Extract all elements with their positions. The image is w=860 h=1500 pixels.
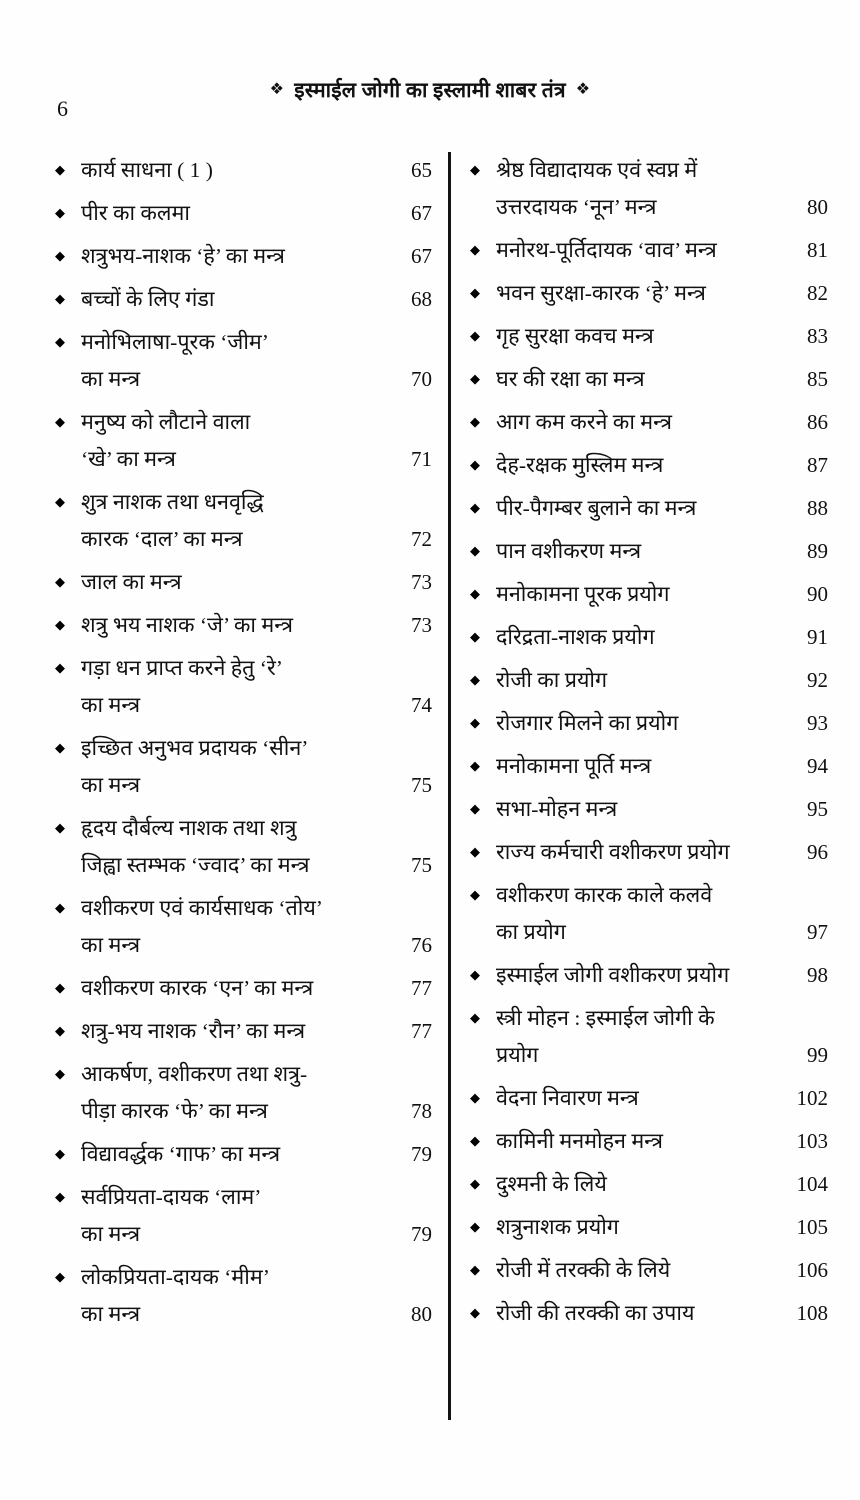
toc-entry-line xyxy=(81,152,432,189)
toc-entry-title: वेदना निवारण मन्त्र xyxy=(496,1086,639,1110)
toc-entry-line xyxy=(81,1296,432,1333)
toc-entry-page-number: 67 xyxy=(411,244,432,268)
toc-entry[interactable] xyxy=(55,1136,432,1173)
toc-entry-title: राज्य कर्मचारी वशीकरण प्रयोग xyxy=(496,840,730,864)
toc-entry-body xyxy=(496,1252,828,1289)
diamond-bullet-icon: ◆ xyxy=(55,206,65,221)
toc-entry-page-number: 108 xyxy=(796,1301,828,1325)
toc-entry-title: पान वशीकरण मन्त्र xyxy=(496,539,642,563)
toc-entry-title: मनोभिलाषा-पूरक ‘जीम’ xyxy=(81,330,269,354)
toc-entry-title: श्रेष्ठ विद्यादायक एवं स्वप्न में xyxy=(496,158,698,182)
toc-entry-page-number: 98 xyxy=(807,963,828,987)
toc-entry[interactable] xyxy=(55,1179,432,1253)
toc-entry-title: का मन्त्र xyxy=(81,367,141,391)
toc-entry-line xyxy=(496,619,828,656)
toc-entry-title: रोजी का प्रयोग xyxy=(496,668,608,692)
toc-entry-title: घर की रक्षा का मन्त्र xyxy=(496,367,645,391)
toc-entry[interactable] xyxy=(470,1252,828,1289)
toc-entry-line xyxy=(496,361,828,398)
diamond-bullet-icon: ◆ xyxy=(55,618,65,633)
toc-entry[interactable] xyxy=(55,152,432,189)
toc-entry-title: इच्छित अनुभव प्रदायक ‘सीन’ xyxy=(81,736,309,760)
diamond-bullet-icon: ◆ xyxy=(55,1270,65,1285)
toc-entry-body xyxy=(496,748,828,785)
toc-entry-body xyxy=(81,1179,432,1253)
toc-entry-page-number: 82 xyxy=(807,281,828,305)
diamond-bullet-icon: ◆ xyxy=(470,673,480,688)
diamond-bullet-icon: ◆ xyxy=(55,163,65,178)
toc-entry-title: पीर का कलमा xyxy=(81,201,190,225)
toc-entry-line xyxy=(81,1136,432,1173)
toc-entry-body xyxy=(496,1209,828,1246)
toc-entry-page-number: 92 xyxy=(807,668,828,692)
diamond-bullet-icon: ◆ xyxy=(55,1147,65,1162)
toc-entry-title: रोजी में तरक्की के लिये xyxy=(496,1258,671,1282)
toc-entry-page-number: 103 xyxy=(796,1129,828,1153)
toc-entry-line xyxy=(81,1259,432,1296)
toc-entry[interactable] xyxy=(470,533,828,570)
toc-entry-line xyxy=(496,232,828,269)
toc-entry-line xyxy=(496,662,828,699)
diamond-bullet-icon: ◆ xyxy=(470,968,480,983)
toc-entry-title: वशीकरण कारक ‘एन’ का मन्त्र xyxy=(81,976,314,1000)
ornament-right-icon: ❖ xyxy=(575,79,591,98)
toc-entry[interactable] xyxy=(470,834,828,871)
diamond-bullet-icon: ◆ xyxy=(470,802,480,817)
toc-entry-line xyxy=(81,970,432,1007)
toc-entry-title: वशीकरण एवं कार्यसाधक ‘तोय’ xyxy=(81,896,323,920)
toc-entry-page-number: 97 xyxy=(807,920,828,944)
toc-entry[interactable] xyxy=(55,650,432,724)
toc-entry-page-number: 73 xyxy=(411,570,432,594)
toc-entry-line xyxy=(496,447,828,484)
diamond-bullet-icon: ◆ xyxy=(55,249,65,264)
toc-entry[interactable] xyxy=(470,576,828,613)
toc-entry-line xyxy=(496,914,828,951)
toc-entry-title: जाल का मन्त्र xyxy=(81,570,182,594)
diamond-bullet-icon: ◆ xyxy=(470,544,480,559)
toc-entry-body xyxy=(496,576,828,613)
toc-entry-title: गृह सुरक्षा कवच मन्त्र xyxy=(496,324,654,348)
toc-entry-body xyxy=(81,607,432,644)
toc-entry-title: शत्रु भय नाशक ‘जे’ का मन्त्र xyxy=(81,613,294,637)
toc-entry-page-number: 81 xyxy=(807,238,828,262)
diamond-bullet-icon: ◆ xyxy=(470,1306,480,1321)
toc-entry[interactable] xyxy=(470,404,828,441)
toc-entry-line xyxy=(81,195,432,232)
diamond-bullet-icon: ◆ xyxy=(470,1263,480,1278)
toc-entry-title: सर्वप्रियता-दायक ‘लाम’ xyxy=(81,1185,262,1209)
toc-entry-line xyxy=(496,318,828,355)
toc-entry-line xyxy=(81,847,432,884)
diamond-bullet-icon: ◆ xyxy=(470,888,480,903)
toc-entry[interactable] xyxy=(470,662,828,699)
toc-entry[interactable] xyxy=(55,1056,432,1130)
toc-entry[interactable] xyxy=(55,324,432,398)
toc-entry-line xyxy=(496,576,828,613)
toc-entry[interactable] xyxy=(470,1166,828,1203)
toc-entry[interactable] xyxy=(470,705,828,742)
toc-entry-title: शत्रुभय-नाशक ‘हे’ का मन्त्र xyxy=(81,244,285,268)
toc-entry-title: गड़ा धन प्राप्त करने हेतु ‘रे’ xyxy=(81,656,283,680)
toc-entry-line xyxy=(496,1252,828,1289)
toc-entry-title: पीर-पैगम्बर बुलाने का मन्त्र xyxy=(496,496,697,520)
toc-entry[interactable] xyxy=(470,1000,828,1074)
toc-entry-body xyxy=(81,730,432,804)
diamond-bullet-icon: ◆ xyxy=(470,1091,480,1106)
toc-entry-page-number: 75 xyxy=(411,773,432,797)
toc-entry-page-number: 71 xyxy=(411,447,432,471)
toc-entry-line xyxy=(81,521,432,558)
toc-entry-body xyxy=(496,318,828,355)
toc-entry-title: हृदय दौर्बल्य नाशक तथा शत्रु xyxy=(81,816,297,840)
diamond-bullet-icon: ◆ xyxy=(470,1177,480,1192)
toc-entry-body xyxy=(81,238,432,275)
toc-entry-body xyxy=(81,404,432,478)
toc-entry-body xyxy=(496,404,828,441)
toc-entry-title: मनोकामना पूर्ति मन्त्र xyxy=(496,754,652,778)
toc-entry-page-number: 80 xyxy=(807,195,828,219)
toc-entry-title: रोजगार मिलने का प्रयोग xyxy=(496,711,679,735)
toc-entry[interactable] xyxy=(55,730,432,804)
toc-entry-body xyxy=(81,890,432,964)
diamond-bullet-icon: ◆ xyxy=(470,501,480,516)
toc-entry-title: शत्रुनाशक प्रयोग xyxy=(496,1215,619,1239)
diamond-bullet-icon: ◆ xyxy=(55,1190,65,1205)
toc-entry-line xyxy=(81,1216,432,1253)
ornament-left-icon: ❖ xyxy=(269,79,285,98)
toc-entry-title: मनोकामना पूरक प्रयोग xyxy=(496,582,670,606)
toc-entry-page-number: 104 xyxy=(796,1172,828,1196)
toc-entry-title: उत्तरदायक ‘नून’ मन्त्र xyxy=(496,195,657,219)
toc-entry-body xyxy=(496,877,828,951)
toc-entry-body xyxy=(496,232,828,269)
toc-entry[interactable] xyxy=(470,275,828,312)
toc-entry-page-number: 105 xyxy=(796,1215,828,1239)
diamond-bullet-icon: ◆ xyxy=(470,587,480,602)
toc-entry-line xyxy=(496,877,828,914)
toc-entry-body xyxy=(81,1136,432,1173)
toc-entry-title: आग कम करने का मन्त्र xyxy=(496,410,672,434)
diamond-bullet-icon: ◆ xyxy=(55,741,65,756)
toc-entry-body xyxy=(81,1056,432,1130)
toc-entry-body xyxy=(496,791,828,828)
toc-entry-page-number: 85 xyxy=(807,367,828,391)
toc-entry-title: देह-रक्षक मुस्लिम मन्त्र xyxy=(496,453,664,477)
toc-entry-line xyxy=(496,490,828,527)
toc-entry-title: रोजी की तरक्की का उपाय xyxy=(496,1301,695,1325)
diamond-bullet-icon: ◆ xyxy=(470,286,480,301)
toc-entry[interactable] xyxy=(55,890,432,964)
toc-entry[interactable] xyxy=(470,1123,828,1160)
toc-entry-title: का मन्त्र xyxy=(81,1222,141,1246)
toc-entry[interactable] xyxy=(470,619,828,656)
toc-entry-line xyxy=(496,189,828,226)
toc-entry-page-number: 83 xyxy=(807,324,828,348)
toc-entry[interactable] xyxy=(470,1080,828,1117)
toc-entry-body xyxy=(81,152,432,189)
toc-entry-body xyxy=(496,1295,828,1332)
toc-entry-title: जिह्वा स्तम्भक ‘ज्वाद’ का मन्त्र xyxy=(81,853,310,877)
toc-entry[interactable] xyxy=(55,195,432,232)
toc-entry-title: लोकप्रियता-दायक ‘मीम’ xyxy=(81,1265,270,1289)
toc-entry-line xyxy=(496,1166,828,1203)
toc-entry-line xyxy=(496,834,828,871)
toc-entry-line xyxy=(81,324,432,361)
toc-entry-body xyxy=(496,447,828,484)
toc-entry-title: शुत्र नाशक तथा धनवृद्धि xyxy=(81,490,264,514)
toc-entry-line xyxy=(81,1013,432,1050)
toc-entry-title: भवन सुरक्षा-कारक ‘हे’ मन्त्र xyxy=(496,281,706,305)
toc-entry-title: का मन्त्र xyxy=(81,773,141,797)
toc-entry-page-number: 102 xyxy=(796,1086,828,1110)
toc-entry-body xyxy=(81,970,432,1007)
diamond-bullet-icon: ◆ xyxy=(470,329,480,344)
toc-entry-line xyxy=(81,484,432,521)
toc-entry-body xyxy=(496,275,828,312)
diamond-bullet-icon: ◆ xyxy=(470,1134,480,1149)
toc-entry-body xyxy=(81,564,432,601)
toc-entry-title: आकर्षण, वशीकरण तथा शत्रु- xyxy=(81,1062,308,1086)
toc-entry-page-number: 106 xyxy=(796,1258,828,1282)
toc-entry-page-number: 77 xyxy=(411,976,432,1000)
toc-entry-line xyxy=(81,927,432,964)
toc-entry-title: सभा-मोहन मन्त्र xyxy=(496,797,618,821)
toc-entry-title: इस्माईल जोगी वशीकरण प्रयोग xyxy=(496,963,730,987)
diamond-bullet-icon: ◆ xyxy=(55,821,65,836)
diamond-bullet-icon: ◆ xyxy=(55,981,65,996)
toc-entry-page-number: 89 xyxy=(807,539,828,563)
toc-entry-title: का मन्त्र xyxy=(81,693,141,717)
toc-entry-page-number: 90 xyxy=(807,582,828,606)
toc-entry-page-number: 76 xyxy=(411,933,432,957)
toc-entry-line xyxy=(496,1295,828,1332)
toc-entry-title: कारक ‘दाल’ का मन्त्र xyxy=(81,527,243,551)
toc-entry-page-number: 78 xyxy=(411,1099,432,1123)
toc-entry-body xyxy=(496,1080,828,1117)
toc-entry-title: मनुष्य को लौटाने वाला xyxy=(81,410,251,434)
toc-entry-page-number: 75 xyxy=(411,853,432,877)
toc-entry-line xyxy=(496,1000,828,1037)
toc-entry-line xyxy=(496,152,828,189)
diamond-bullet-icon: ◆ xyxy=(470,1220,480,1235)
toc-entry[interactable] xyxy=(55,238,432,275)
diamond-bullet-icon: ◆ xyxy=(55,901,65,916)
toc-entry[interactable] xyxy=(470,361,828,398)
toc-entry-title: पीड़ा कारक ‘फे’ का मन्त्र xyxy=(81,1099,268,1123)
toc-entry-body xyxy=(496,533,828,570)
toc-entry-body xyxy=(81,1013,432,1050)
toc-entry[interactable] xyxy=(55,1259,432,1333)
toc-entry-title: कामिनी मनमोहन मन्त्र xyxy=(496,1129,664,1153)
toc-entry-line xyxy=(81,238,432,275)
toc-entry-title: का मन्त्र xyxy=(81,1302,141,1326)
toc-entry[interactable] xyxy=(470,447,828,484)
toc-entry-page-number: 79 xyxy=(411,1142,432,1166)
toc-entry-line xyxy=(496,957,828,994)
toc-entry-title: बच्चों के लिए गंडा xyxy=(81,287,215,311)
toc-entry[interactable] xyxy=(470,791,828,828)
toc-entry[interactable] xyxy=(470,318,828,355)
toc-entry-page-number: 96 xyxy=(807,840,828,864)
toc-entry-line xyxy=(496,275,828,312)
diamond-bullet-icon: ◆ xyxy=(55,495,65,510)
toc-entry-page-number: 72 xyxy=(411,527,432,551)
toc-entry-page-number: 80 xyxy=(411,1302,432,1326)
toc-entry[interactable] xyxy=(55,810,432,884)
toc-entry-title: स्त्री मोहन : इस्माईल जोगी के xyxy=(496,1006,715,1030)
toc-entry-line xyxy=(81,281,432,318)
toc-entry-body xyxy=(496,619,828,656)
toc-entry-title: विद्यावर्द्धक ‘गाफ’ का मन्त्र xyxy=(81,1142,281,1166)
toc-entry-line xyxy=(81,650,432,687)
toc-entry[interactable] xyxy=(470,490,828,527)
diamond-bullet-icon: ◆ xyxy=(470,415,480,430)
toc-entry-page-number: 73 xyxy=(411,613,432,637)
toc-entry-line xyxy=(81,1179,432,1216)
toc-entry[interactable] xyxy=(470,152,828,226)
toc-column-left xyxy=(0,152,448,1339)
toc-entry-body xyxy=(496,1123,828,1160)
toc-entry-title: मनोरथ-पूर्तिदायक ‘वाव’ मन्त्र xyxy=(496,238,717,262)
running-head-title: इस्माईल जोगी का इस्लामी शाबर तंत्र xyxy=(294,78,566,102)
diamond-bullet-icon: ◆ xyxy=(470,1011,480,1026)
toc-entry-line xyxy=(81,404,432,441)
toc-entry[interactable] xyxy=(470,748,828,785)
diamond-bullet-icon: ◆ xyxy=(470,845,480,860)
toc-entry-title: ‘खे’ का मन्त्र xyxy=(81,447,176,471)
toc-column-right xyxy=(448,152,860,1338)
diamond-bullet-icon: ◆ xyxy=(470,716,480,731)
toc-entry-title: कार्य साधना ( 1 ) xyxy=(81,158,213,182)
toc-entry-line xyxy=(81,810,432,847)
diamond-bullet-icon: ◆ xyxy=(470,372,480,387)
toc-entry-title: दुश्मनी के लिये xyxy=(496,1172,607,1196)
toc-entry-line xyxy=(81,441,432,478)
toc-entry-line xyxy=(496,748,828,785)
toc-entry[interactable] xyxy=(470,957,828,994)
toc-entry-body xyxy=(496,662,828,699)
toc-entry-title: वशीकरण कारक काले कलवे xyxy=(496,883,713,907)
toc-entry-title: का मन्त्र xyxy=(81,933,141,957)
running-head xyxy=(0,76,860,104)
diamond-bullet-icon: ◆ xyxy=(55,1067,65,1082)
toc-entry[interactable] xyxy=(470,232,828,269)
toc-entry-body xyxy=(496,361,828,398)
toc-entry-body xyxy=(496,152,828,226)
toc-entry-line xyxy=(81,1056,432,1093)
toc-entry[interactable] xyxy=(55,484,432,558)
toc-entry-page-number: 88 xyxy=(807,496,828,520)
toc-entry-page-number: 91 xyxy=(807,625,828,649)
diamond-bullet-icon: ◆ xyxy=(470,243,480,258)
toc-entry-page-number: 70 xyxy=(411,367,432,391)
toc-entry[interactable] xyxy=(470,1209,828,1246)
toc-entry-line xyxy=(81,1093,432,1130)
diamond-bullet-icon: ◆ xyxy=(55,661,65,676)
diamond-bullet-icon: ◆ xyxy=(55,575,65,590)
diamond-bullet-icon: ◆ xyxy=(470,759,480,774)
page-number: 6 xyxy=(57,96,68,121)
toc-entry-line xyxy=(496,404,828,441)
toc-entry-line xyxy=(81,767,432,804)
toc-entry-line xyxy=(496,705,828,742)
toc-entry-page-number: 77 xyxy=(411,1019,432,1043)
toc-entry-body xyxy=(81,195,432,232)
toc-entry-line xyxy=(496,1209,828,1246)
toc-entry-page-number: 93 xyxy=(807,711,828,735)
toc-entry-body xyxy=(496,1166,828,1203)
diamond-bullet-icon: ◆ xyxy=(470,630,480,645)
toc-entry[interactable] xyxy=(55,564,432,601)
toc-entry-page-number: 67 xyxy=(411,201,432,225)
toc-entry[interactable] xyxy=(470,1295,828,1332)
toc-entry-body xyxy=(81,324,432,398)
toc-entry[interactable] xyxy=(470,877,828,951)
toc-entry-page-number: 87 xyxy=(807,453,828,477)
toc-entry-line xyxy=(496,1037,828,1074)
diamond-bullet-icon: ◆ xyxy=(470,458,480,473)
toc-entry[interactable] xyxy=(55,1013,432,1050)
toc-entry-body xyxy=(496,957,828,994)
toc-entry-body xyxy=(81,650,432,724)
toc-columns xyxy=(0,152,860,1440)
toc-entry-body xyxy=(496,834,828,871)
toc-entry-line xyxy=(81,607,432,644)
toc-entry-line xyxy=(496,1123,828,1160)
toc-entry-body xyxy=(496,1000,828,1074)
toc-entry-line xyxy=(496,533,828,570)
toc-entry-page-number: 94 xyxy=(807,754,828,778)
toc-entry-line xyxy=(81,361,432,398)
toc-entry-title: का प्रयोग xyxy=(496,920,566,944)
toc-entry-body xyxy=(81,810,432,884)
toc-entry-page-number: 95 xyxy=(807,797,828,821)
diamond-bullet-icon: ◆ xyxy=(55,1024,65,1039)
toc-entry-title: प्रयोग xyxy=(496,1043,539,1067)
toc-entry-body xyxy=(496,490,828,527)
toc-entry-page-number: 86 xyxy=(807,410,828,434)
toc-entry-body xyxy=(81,1259,432,1333)
toc-entry-page-number: 74 xyxy=(411,693,432,717)
diamond-bullet-icon: ◆ xyxy=(55,415,65,430)
toc-entry[interactable] xyxy=(55,970,432,1007)
diamond-bullet-icon: ◆ xyxy=(55,335,65,350)
toc-entry-line xyxy=(496,1080,828,1117)
toc-entry-line xyxy=(81,564,432,601)
toc-entry-line xyxy=(81,687,432,724)
diamond-bullet-icon: ◆ xyxy=(470,163,480,178)
toc-entry[interactable] xyxy=(55,404,432,478)
toc-entry-line xyxy=(81,890,432,927)
toc-entry-line xyxy=(81,730,432,767)
toc-entry-page-number: 65 xyxy=(411,158,432,182)
toc-entry[interactable] xyxy=(55,281,432,318)
toc-entry-line xyxy=(496,791,828,828)
toc-entry-body xyxy=(496,705,828,742)
toc-entry-body xyxy=(81,484,432,558)
toc-entry-body xyxy=(81,281,432,318)
toc-entry-page-number: 99 xyxy=(807,1043,828,1067)
toc-entry-page-number: 68 xyxy=(411,287,432,311)
toc-entry[interactable] xyxy=(55,607,432,644)
toc-entry-page-number: 79 xyxy=(411,1222,432,1246)
toc-entry-title: शत्रु-भय नाशक ‘रौन’ का मन्त्र xyxy=(81,1019,306,1043)
diamond-bullet-icon: ◆ xyxy=(55,292,65,307)
toc-entry-title: दरिद्रता-नाशक प्रयोग xyxy=(496,625,655,649)
